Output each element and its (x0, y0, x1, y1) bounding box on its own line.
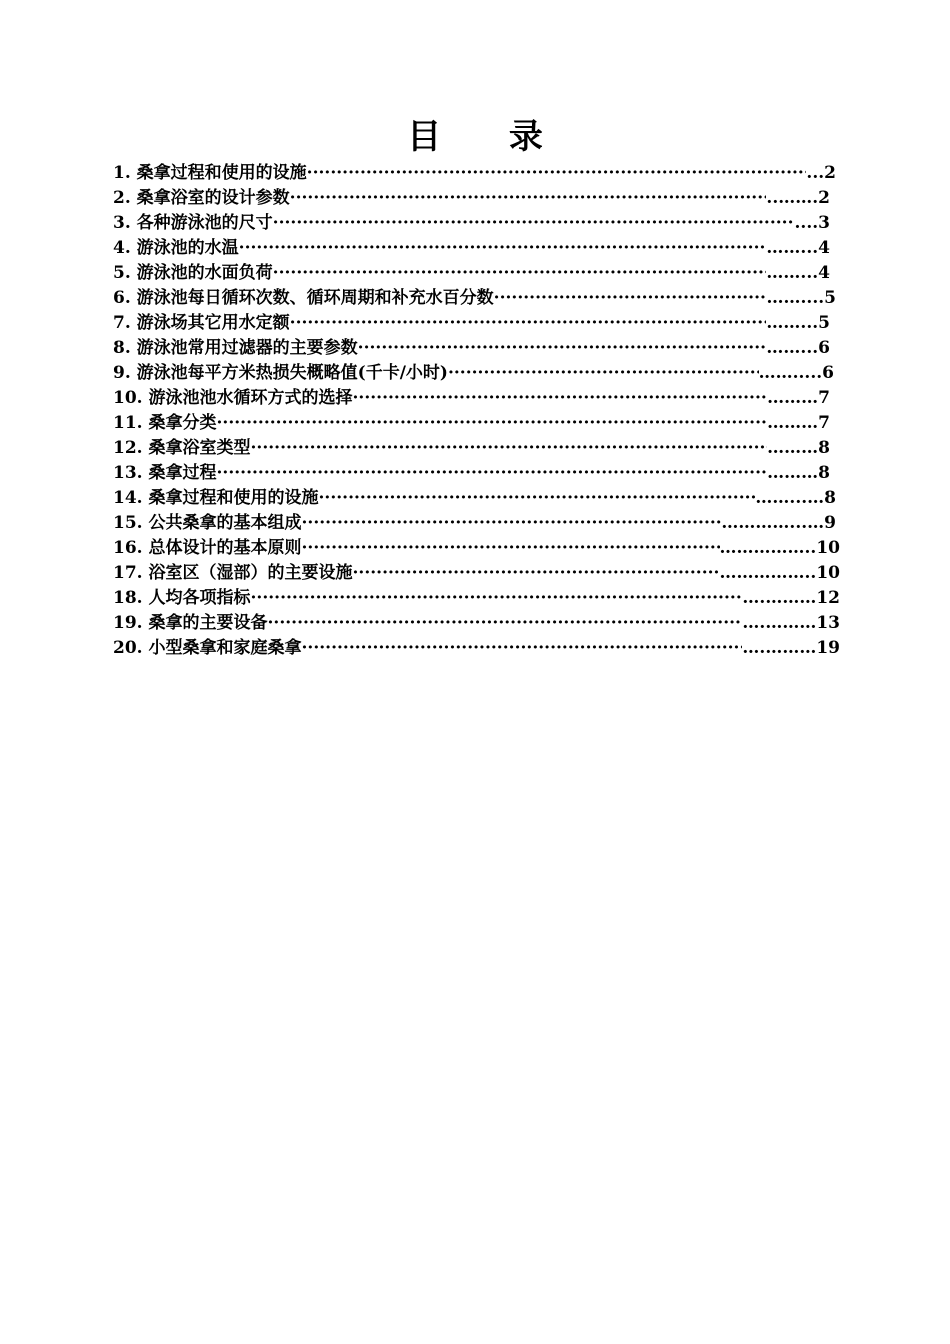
toc-entry-page: ...2 (806, 163, 836, 183)
toc-entry-label: 6. 游泳池每日循环次数、循环周期和补充水百分数 (113, 288, 494, 308)
page-title: 目 录 (407, 117, 571, 157)
toc-entry-page: ....3 (794, 213, 830, 233)
toc-entry-label: 2. 桑拿浴室的设计参数 (113, 188, 290, 208)
toc-leader-dots (290, 311, 767, 336)
toc-entry[interactable] (113, 386, 830, 411)
toc-entry-page: ……...…8 (755, 488, 836, 508)
toc-entry-label: 1. 桑拿过程和使用的设施 (113, 163, 307, 183)
toc-leader-dots (217, 461, 768, 486)
toc-leader-dots (251, 586, 743, 611)
toc-leader-dots (217, 411, 768, 436)
toc-entry[interactable] (113, 286, 836, 311)
toc-leader-dots (307, 161, 807, 186)
toc-entry-label: 20. 小型桑拿和家庭桑拿 (113, 638, 302, 658)
toc-entry[interactable] (113, 311, 830, 336)
toc-entry-label: 15. 公共桑拿的基本组成 (113, 513, 302, 533)
toc-entry-page: ……...6 (766, 338, 830, 358)
toc-entry-label: 13. 桑拿过程 (113, 463, 217, 483)
toc-leader-dots (353, 561, 720, 586)
toc-entry-page: ………8 (767, 463, 830, 483)
toc-entry[interactable] (113, 186, 830, 211)
toc-entry[interactable] (113, 261, 830, 286)
toc-entry[interactable] (113, 461, 830, 486)
toc-entry-label: 7. 游泳场其它用水定额 (113, 313, 290, 333)
toc-entry-label: 18. 人均各项指标 (113, 588, 251, 608)
toc-entry[interactable] (113, 436, 830, 461)
toc-entry[interactable] (113, 486, 836, 511)
toc-entry[interactable] (113, 236, 830, 261)
toc-entry-page: ……...5 (766, 313, 830, 333)
toc-leader-dots (290, 186, 767, 211)
toc-leader-dots (319, 486, 756, 511)
toc-leader-dots (358, 336, 767, 361)
toc-entry-page: ….………12 (742, 588, 840, 608)
toc-entry-label: 16. 总体设计的基本原则 (113, 538, 302, 558)
toc-entry-page: …….....6 (758, 363, 834, 383)
toc-entry-page: ……...4 (766, 238, 830, 258)
toc-entry-label: 3. 各种游泳池的尺寸 (113, 213, 273, 233)
toc-entry-page: ………7 (767, 388, 830, 408)
toc-entry-page: ..…….2 (766, 188, 830, 208)
toc-leader-dots (273, 261, 767, 286)
toc-entry-label: 4. 游泳池的水温 (113, 238, 239, 258)
toc-entry[interactable] (113, 536, 840, 561)
toc-entry[interactable] (113, 336, 830, 361)
toc-leader-dots (251, 436, 768, 461)
toc-entry-label: 14. 桑拿过程和使用的设施 (113, 488, 319, 508)
toc-entry-label: 9. 游泳池每平方米热损失概略值(千卡/小时) (113, 363, 448, 383)
toc-entry[interactable] (113, 161, 836, 186)
toc-entry[interactable] (113, 586, 840, 611)
toc-entry-page: ……...4 (766, 263, 830, 283)
toc-entry-page: ….………19 (742, 638, 840, 658)
toc-entry-page: ……………..10 (719, 563, 840, 583)
toc-leader-dots (353, 386, 768, 411)
toc-entry-label: 12. 桑拿浴室类型 (113, 438, 251, 458)
toc-entry[interactable] (113, 511, 836, 536)
toc-leader-dots (302, 511, 722, 536)
toc-entry-label: 10. 游泳池池水循环方式的选择 (113, 388, 353, 408)
toc-entry-page: ………8 (767, 438, 830, 458)
toc-leader-dots (448, 361, 759, 386)
toc-entry[interactable] (113, 636, 840, 661)
toc-entry-page: ………7 (767, 413, 830, 433)
toc-entry[interactable] (113, 211, 830, 236)
toc-entry-label: 5. 游泳池的水面负荷 (113, 263, 273, 283)
toc-leader-dots (273, 211, 795, 236)
toc-entry-page: ……....5 (766, 288, 836, 308)
toc-entry[interactable] (113, 561, 840, 586)
toc-entry-label: 19. 桑拿的主要设备 (113, 613, 268, 633)
toc-leader-dots (302, 636, 743, 661)
toc-entry-page: ……………..10 (719, 538, 840, 558)
table-of-contents (113, 161, 843, 661)
toc-entry-label: 17. 浴室区（湿部）的主要设施 (113, 563, 353, 583)
toc-entry-label: 11. 桑拿分类 (113, 413, 217, 433)
toc-leader-dots (268, 611, 743, 636)
toc-entry[interactable] (113, 611, 840, 636)
toc-entry-label: 8. 游泳池常用过滤器的主要参数 (113, 338, 358, 358)
toc-entry-page: ….………13 (742, 613, 840, 633)
toc-entry[interactable] (113, 361, 834, 386)
toc-entry[interactable] (113, 411, 830, 436)
toc-leader-dots (494, 286, 767, 311)
toc-entry-page: …………...…9 (721, 513, 836, 533)
toc-leader-dots (239, 236, 767, 261)
toc-leader-dots (302, 536, 720, 561)
